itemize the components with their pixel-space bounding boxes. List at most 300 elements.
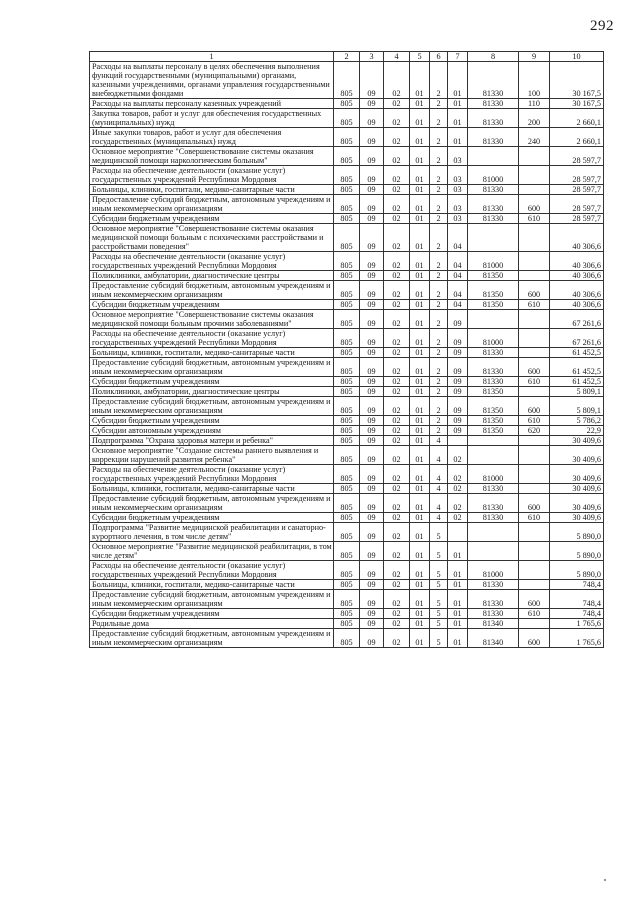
code-cell: 110 — [519, 99, 550, 109]
table-row — [90, 513, 604, 523]
row-name-cell: Подпрограмма "Охрана здоровья матери и ребенка" — [90, 436, 334, 446]
code-cell: 02 — [448, 494, 468, 513]
row-name-cell: Подпрограмма "Развитие медицинской реабилитации и санаторно-курортного лечения, в том числе детям" — [90, 523, 334, 542]
code-cell: 01 — [410, 377, 430, 387]
code-cell: 09 — [360, 281, 384, 300]
amount-cell: 1 765,6 — [550, 619, 604, 629]
code-cell: 02 — [384, 542, 410, 561]
code-cell: 02 — [384, 252, 410, 271]
code-cell: 09 — [448, 397, 468, 416]
code-cell: 01 — [410, 397, 430, 416]
code-cell: 04 — [448, 300, 468, 310]
code-cell: 09 — [360, 629, 384, 648]
code-cell: 09 — [360, 397, 384, 416]
code-cell: 09 — [360, 561, 384, 580]
code-cell: 2 — [430, 426, 448, 436]
code-cell: 100 — [519, 62, 550, 99]
code-cell: 02 — [384, 436, 410, 446]
code-cell: 01 — [410, 281, 430, 300]
row-name-cell: Основное мероприятие "Совершенствование системы оказания медицинской помощи больным прочими заболеваниями" — [90, 310, 334, 329]
table-row — [90, 166, 604, 185]
code-cell — [519, 619, 550, 629]
code-cell: 09 — [360, 377, 384, 387]
code-cell — [519, 329, 550, 348]
header-cell: 1 — [90, 52, 334, 62]
code-cell: 600 — [519, 281, 550, 300]
code-cell: 04 — [448, 281, 468, 300]
code-cell: 2 — [430, 128, 448, 147]
code-cell: 2 — [430, 185, 448, 195]
code-cell: 2 — [430, 147, 448, 166]
code-cell: 805 — [334, 185, 360, 195]
code-cell: 4 — [430, 436, 448, 446]
code-cell: 81350 — [468, 397, 519, 416]
amount-cell: 28 597,7 — [550, 214, 604, 224]
code-cell: 2 — [430, 300, 448, 310]
amount-cell: 30 409,6 — [550, 465, 604, 484]
code-cell: 01 — [410, 609, 430, 619]
code-cell — [519, 484, 550, 494]
code-cell — [468, 523, 519, 542]
code-cell: 02 — [384, 195, 410, 214]
amount-cell: 1 765,6 — [550, 629, 604, 648]
row-name-cell: Субсидии автономным учреждениям — [90, 426, 334, 436]
code-cell: 09 — [360, 358, 384, 377]
table-row — [90, 619, 604, 629]
code-cell: 2 — [430, 252, 448, 271]
code-cell: 81330 — [468, 214, 519, 224]
code-cell: 2 — [430, 214, 448, 224]
amount-cell: 40 306,6 — [550, 281, 604, 300]
code-cell: 09 — [360, 185, 384, 195]
code-cell: 03 — [448, 147, 468, 166]
code-cell: 81330 — [468, 195, 519, 214]
code-cell — [519, 580, 550, 590]
table-row — [90, 281, 604, 300]
code-cell: 01 — [448, 619, 468, 629]
amount-cell: 5 890,0 — [550, 561, 604, 580]
table-row — [90, 128, 604, 147]
code-cell: 805 — [334, 397, 360, 416]
code-cell — [519, 147, 550, 166]
table-row — [90, 147, 604, 166]
table-row — [90, 224, 604, 252]
code-cell: 805 — [334, 310, 360, 329]
row-name-cell: Больницы, клиники, госпитали, медико-санитарные части — [90, 348, 334, 358]
table-row — [90, 629, 604, 648]
row-name-cell: Предоставление субсидий бюджетным, автономным учреждениям и иным некоммерческим организациям — [90, 590, 334, 609]
header-cell: 9 — [519, 52, 550, 62]
code-cell: 805 — [334, 446, 360, 465]
code-cell: 01 — [410, 590, 430, 609]
code-cell: 09 — [360, 166, 384, 185]
code-cell: 01 — [410, 561, 430, 580]
amount-cell: 5 786,2 — [550, 416, 604, 426]
row-name-cell: Предоставление субсидий бюджетным, автономным учреждениям и иным некоммерческим организациям — [90, 281, 334, 300]
row-name-cell: Основное мероприятие "Создание системы раннего выявления и коррекции нарушений развития ребенка" — [90, 446, 334, 465]
code-cell — [519, 542, 550, 561]
code-cell: 805 — [334, 62, 360, 99]
code-cell: 2 — [430, 416, 448, 426]
code-cell: 805 — [334, 619, 360, 629]
code-cell: 01 — [410, 185, 430, 195]
code-cell: 600 — [519, 358, 550, 377]
code-cell: 805 — [334, 377, 360, 387]
header-cell: 8 — [468, 52, 519, 62]
code-cell: 5 — [430, 590, 448, 609]
code-cell: 81330 — [468, 580, 519, 590]
code-cell: 805 — [334, 300, 360, 310]
row-name-cell: Основное мероприятие "Совершенствование системы оказания медицинской помощи наркологическим больным" — [90, 147, 334, 166]
code-cell: 805 — [334, 609, 360, 619]
row-name-cell: Предоставление субсидий бюджетным, автономным учреждениям и иным некоммерческим организациям — [90, 629, 334, 648]
code-cell: 81000 — [468, 561, 519, 580]
code-cell: 81000 — [468, 252, 519, 271]
code-cell: 02 — [384, 128, 410, 147]
code-cell: 2 — [430, 166, 448, 185]
table-row — [90, 252, 604, 271]
page-number: 292 — [590, 18, 614, 34]
code-cell: 01 — [448, 609, 468, 619]
row-name-cell: Поликлиники, амбулатории, диагностические центры — [90, 387, 334, 397]
table-row — [90, 310, 604, 329]
code-cell: 02 — [384, 300, 410, 310]
code-cell: 09 — [360, 513, 384, 523]
code-cell: 81350 — [468, 416, 519, 426]
table-row — [90, 426, 604, 436]
code-cell: 01 — [410, 484, 430, 494]
code-cell: 01 — [410, 542, 430, 561]
code-cell: 01 — [410, 465, 430, 484]
table-row — [90, 494, 604, 513]
table-row — [90, 329, 604, 348]
code-cell: 01 — [410, 513, 430, 523]
row-name-cell: Родильные дома — [90, 619, 334, 629]
code-cell: 81330 — [468, 128, 519, 147]
table-row — [90, 271, 604, 281]
code-cell: 02 — [384, 281, 410, 300]
table-row — [90, 436, 604, 446]
code-cell — [519, 465, 550, 484]
code-cell: 805 — [334, 416, 360, 426]
code-cell: 02 — [384, 609, 410, 619]
code-cell: 610 — [519, 300, 550, 310]
code-cell: 09 — [360, 329, 384, 348]
table-row — [90, 465, 604, 484]
code-cell: 09 — [448, 310, 468, 329]
code-cell: 02 — [384, 109, 410, 128]
code-cell: 09 — [360, 147, 384, 166]
code-cell: 09 — [360, 523, 384, 542]
amount-cell: 5 809,1 — [550, 387, 604, 397]
code-cell: 09 — [360, 426, 384, 436]
code-cell: 610 — [519, 214, 550, 224]
amount-cell: 748,4 — [550, 580, 604, 590]
header-cell: 7 — [448, 52, 468, 62]
row-name-cell: Расходы на выплаты персоналу казенных учреждений — [90, 99, 334, 109]
code-cell: 02 — [384, 387, 410, 397]
code-cell: 02 — [384, 166, 410, 185]
code-cell: 2 — [430, 358, 448, 377]
code-cell: 09 — [360, 271, 384, 281]
code-cell: 02 — [384, 426, 410, 436]
code-cell — [519, 252, 550, 271]
code-cell: 81330 — [468, 609, 519, 619]
code-cell: 2 — [430, 377, 448, 387]
code-cell: 81330 — [468, 484, 519, 494]
code-cell: 01 — [448, 561, 468, 580]
code-cell: 2 — [430, 348, 448, 358]
row-name-cell: Предоставление субсидий бюджетным, автономным учреждениям и иным некоммерческим организациям — [90, 397, 334, 416]
row-name-cell: Предоставление субсидий бюджетным, автономным учреждениям и иным некоммерческим организациям — [90, 195, 334, 214]
code-cell: 02 — [384, 484, 410, 494]
code-cell: 81350 — [468, 271, 519, 281]
code-cell: 01 — [410, 271, 430, 281]
amount-cell: 28 597,7 — [550, 195, 604, 214]
code-cell — [468, 436, 519, 446]
code-cell: 01 — [410, 128, 430, 147]
code-cell: 5 — [430, 561, 448, 580]
amount-cell: 30 409,6 — [550, 494, 604, 513]
code-cell: 2 — [430, 397, 448, 416]
code-cell: 09 — [448, 416, 468, 426]
code-cell: 805 — [334, 329, 360, 348]
code-cell: 09 — [448, 348, 468, 358]
code-cell: 02 — [384, 377, 410, 387]
code-cell: 01 — [448, 99, 468, 109]
code-cell: 09 — [360, 542, 384, 561]
code-cell: 02 — [384, 185, 410, 195]
code-cell: 01 — [448, 62, 468, 99]
table-row — [90, 397, 604, 416]
code-cell: 240 — [519, 128, 550, 147]
row-name-cell: Расходы на обеспечение деятельности (оказание услуг) государственных учреждений Республики Мордовия — [90, 329, 334, 348]
amount-cell: 40 306,6 — [550, 224, 604, 252]
code-cell — [468, 224, 519, 252]
code-cell: 01 — [410, 214, 430, 224]
code-cell: 02 — [384, 561, 410, 580]
code-cell: 09 — [360, 494, 384, 513]
amount-cell: 28 597,7 — [550, 166, 604, 185]
table-row — [90, 590, 604, 609]
code-cell — [519, 185, 550, 195]
code-cell: 805 — [334, 166, 360, 185]
code-cell: 02 — [384, 224, 410, 252]
code-cell: 5 — [430, 580, 448, 590]
code-cell: 09 — [360, 99, 384, 109]
table-row — [90, 416, 604, 426]
row-name-cell: Расходы на выплаты персоналу в целях обеспечения выполнения функций государственными (муниципальными) органами, казенными учреждениями, органами управления государственными внебюджетными фондами — [90, 62, 334, 99]
code-cell: 01 — [410, 310, 430, 329]
row-name-cell: Основное мероприятие "Совершенствование системы оказания медицинской помощи больным с психическими расстройствами и расстройствами поведения" — [90, 224, 334, 252]
row-name-cell: Основное мероприятие "Развитие медицинской реабилитации, в том числе детям" — [90, 542, 334, 561]
code-cell: 04 — [448, 271, 468, 281]
code-cell: 02 — [384, 629, 410, 648]
code-cell: 610 — [519, 609, 550, 619]
code-cell: 805 — [334, 281, 360, 300]
code-cell: 01 — [448, 629, 468, 648]
code-cell: 01 — [410, 580, 430, 590]
code-cell: 04 — [448, 224, 468, 252]
amount-cell: 61 452,5 — [550, 358, 604, 377]
code-cell: 01 — [448, 580, 468, 590]
code-cell: 2 — [430, 99, 448, 109]
code-cell: 2 — [430, 195, 448, 214]
row-name-cell: Субсидии бюджетным учреждениям — [90, 513, 334, 523]
code-cell: 81330 — [468, 62, 519, 99]
amount-cell: 30 409,6 — [550, 436, 604, 446]
code-cell: 805 — [334, 99, 360, 109]
code-cell: 01 — [410, 224, 430, 252]
code-cell: 02 — [384, 513, 410, 523]
code-cell: 81330 — [468, 99, 519, 109]
code-cell — [519, 271, 550, 281]
code-cell: 09 — [360, 195, 384, 214]
code-cell — [519, 561, 550, 580]
code-cell: 81330 — [468, 590, 519, 609]
code-cell: 09 — [360, 62, 384, 99]
code-cell: 09 — [360, 387, 384, 397]
code-cell: 01 — [410, 62, 430, 99]
table-row — [90, 185, 604, 195]
code-cell: 09 — [360, 252, 384, 271]
amount-cell: 40 306,6 — [550, 252, 604, 271]
code-cell: 09 — [360, 300, 384, 310]
code-cell: 5 — [430, 629, 448, 648]
code-cell: 81000 — [468, 465, 519, 484]
row-name-cell: Предоставление субсидий бюджетным, автономным учреждениям и иным некоммерческим организациям — [90, 494, 334, 513]
code-cell: 805 — [334, 484, 360, 494]
table-row — [90, 62, 604, 99]
code-cell — [468, 542, 519, 561]
amount-cell: 40 306,6 — [550, 300, 604, 310]
code-cell: 01 — [410, 436, 430, 446]
table-row — [90, 609, 604, 619]
amount-cell: 30 167,5 — [550, 62, 604, 99]
amount-cell: 2 660,1 — [550, 128, 604, 147]
table-row — [90, 561, 604, 580]
code-cell: 01 — [410, 387, 430, 397]
header-cell: 10 — [550, 52, 604, 62]
code-cell: 02 — [448, 446, 468, 465]
table-row — [90, 542, 604, 561]
code-cell: 01 — [410, 358, 430, 377]
code-cell: 805 — [334, 542, 360, 561]
code-cell: 03 — [448, 214, 468, 224]
code-cell: 04 — [448, 252, 468, 271]
code-cell: 02 — [384, 62, 410, 99]
code-cell: 09 — [360, 436, 384, 446]
code-cell: 805 — [334, 387, 360, 397]
code-cell: 5 — [430, 609, 448, 619]
code-cell: 4 — [430, 465, 448, 484]
code-cell: 01 — [410, 252, 430, 271]
code-cell: 02 — [384, 147, 410, 166]
code-cell: 81000 — [468, 329, 519, 348]
code-cell: 02 — [384, 99, 410, 109]
code-cell: 09 — [360, 109, 384, 128]
header-row — [90, 52, 604, 62]
code-cell: 81330 — [468, 348, 519, 358]
amount-cell: 22,9 — [550, 426, 604, 436]
code-cell: 805 — [334, 426, 360, 436]
code-cell: 805 — [334, 214, 360, 224]
code-cell — [468, 310, 519, 329]
code-cell — [519, 387, 550, 397]
code-cell: 02 — [384, 590, 410, 609]
code-cell: 02 — [384, 416, 410, 426]
code-cell: 81350 — [468, 281, 519, 300]
code-cell — [468, 446, 519, 465]
code-cell — [519, 224, 550, 252]
code-cell: 09 — [448, 377, 468, 387]
code-cell: 09 — [360, 416, 384, 426]
amount-cell: 40 306,6 — [550, 271, 604, 281]
code-cell: 01 — [448, 590, 468, 609]
code-cell: 02 — [448, 484, 468, 494]
code-cell: 610 — [519, 377, 550, 387]
code-cell: 02 — [384, 310, 410, 329]
code-cell: 81340 — [468, 629, 519, 648]
header-cell: 3 — [360, 52, 384, 62]
code-cell: 02 — [384, 329, 410, 348]
code-cell: 600 — [519, 195, 550, 214]
code-cell — [448, 523, 468, 542]
code-cell: 02 — [448, 513, 468, 523]
table-row — [90, 109, 604, 128]
code-cell: 03 — [448, 185, 468, 195]
code-cell: 09 — [360, 484, 384, 494]
code-cell: 09 — [360, 446, 384, 465]
code-cell: 805 — [334, 348, 360, 358]
code-cell: 01 — [410, 348, 430, 358]
code-cell: 02 — [384, 494, 410, 513]
code-cell: 03 — [448, 195, 468, 214]
row-name-cell: Поликлиники, амбулатории, диагностические центры — [90, 271, 334, 281]
table-row — [90, 195, 604, 214]
code-cell: 81330 — [468, 513, 519, 523]
code-cell: 02 — [384, 214, 410, 224]
amount-cell: 30 167,5 — [550, 99, 604, 109]
code-cell: 01 — [410, 494, 430, 513]
code-cell: 09 — [448, 426, 468, 436]
amount-cell: 748,4 — [550, 609, 604, 619]
row-name-cell: Больницы, клиники, госпитали, медико-санитарные части — [90, 185, 334, 195]
code-cell: 805 — [334, 252, 360, 271]
amount-cell: 67 261,6 — [550, 329, 604, 348]
amount-cell: 5 809,1 — [550, 397, 604, 416]
code-cell: 805 — [334, 523, 360, 542]
code-cell: 610 — [519, 513, 550, 523]
code-cell: 02 — [384, 580, 410, 590]
code-cell: 01 — [448, 542, 468, 561]
scan-speck — [604, 879, 606, 881]
code-cell: 200 — [519, 109, 550, 128]
code-cell: 4 — [430, 446, 448, 465]
code-cell: 01 — [448, 128, 468, 147]
amount-cell: 748,4 — [550, 590, 604, 609]
code-cell: 600 — [519, 590, 550, 609]
code-cell: 2 — [430, 224, 448, 252]
table-row — [90, 580, 604, 590]
code-cell: 09 — [448, 358, 468, 377]
code-cell — [519, 310, 550, 329]
code-cell: 2 — [430, 281, 448, 300]
code-cell: 805 — [334, 580, 360, 590]
code-cell: 610 — [519, 416, 550, 426]
code-cell: 4 — [430, 513, 448, 523]
table-row — [90, 387, 604, 397]
